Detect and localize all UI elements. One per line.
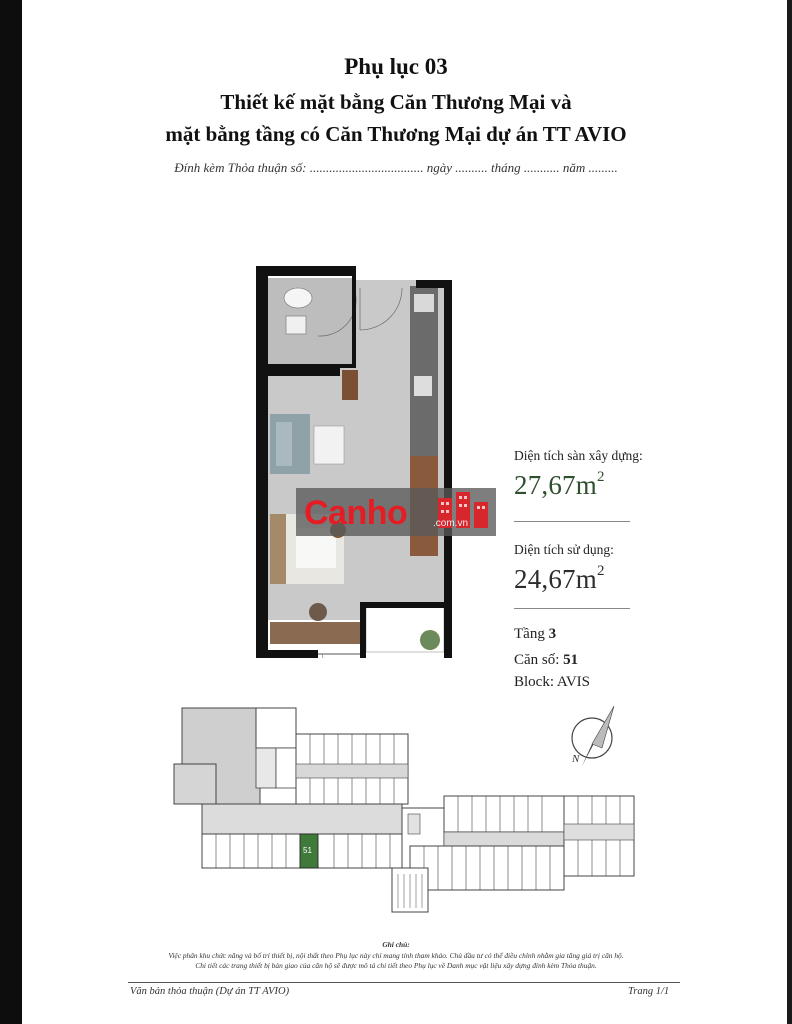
- document-title-line2: mặt bằng tầng có Căn Thương Mại dự án TT AVIO: [165, 122, 627, 146]
- scan-left-edge: [0, 0, 22, 1024]
- footer-page-number: Trang 1/1: [628, 986, 670, 997]
- appendix-title: Phụ lục 03: [344, 54, 448, 79]
- divider: [514, 608, 630, 609]
- document-title-line1: Thiết kế mặt bằng Căn Thương Mại và: [220, 90, 572, 114]
- floor-key-plan: [172, 704, 638, 916]
- footer-divider: [128, 982, 680, 983]
- watermark-brand: Canho: [304, 494, 408, 532]
- north-label: N: [572, 753, 580, 765]
- unit-number-info: Căn số: 51: [514, 652, 579, 668]
- notes-line1: Việc phân khu chức năng và bố trí thiết bị, nội thất theo Phụ lục này chỉ mang tính tham khảo. Chủ đầu tư có thể điều chỉnh nhằm gia tăng giá trị căn hộ.: [168, 951, 624, 960]
- notes-heading: Ghi chú:: [382, 940, 410, 949]
- unit-floor-plan: [256, 266, 456, 658]
- divider: [514, 521, 630, 522]
- gross-area-value: $27,67m^2$: [514, 469, 605, 500]
- net-area-value: $24,67m^2$: [514, 563, 605, 594]
- footer-document-name: Văn bản thỏa thuận (Dự án TT AVIO): [130, 986, 290, 997]
- gross-area-label: Diện tích sàn xây dựng:: [514, 448, 643, 463]
- net-area-label: Diện tích sử dụng:: [514, 542, 614, 557]
- floor-info: Tầng 3: [514, 626, 557, 642]
- attachment-line: Đính kèm Thỏa thuận số: ................................... ngày .......... tháng ........... năm .........: [174, 160, 618, 175]
- highlighted-unit-number: 51: [303, 846, 312, 855]
- notes-line2: Chi tiết các trang thiết bị bàn giao của căn hộ sẽ được mô tả chi tiết theo Phụ lục về Danh mục vật liệu xây dựng đính kèm Thỏa thuận.: [195, 961, 597, 970]
- block-info: Block: AVIS: [514, 674, 590, 690]
- scan-right-edge: [787, 0, 792, 1024]
- watermark-domain: .com.vn: [433, 518, 469, 529]
